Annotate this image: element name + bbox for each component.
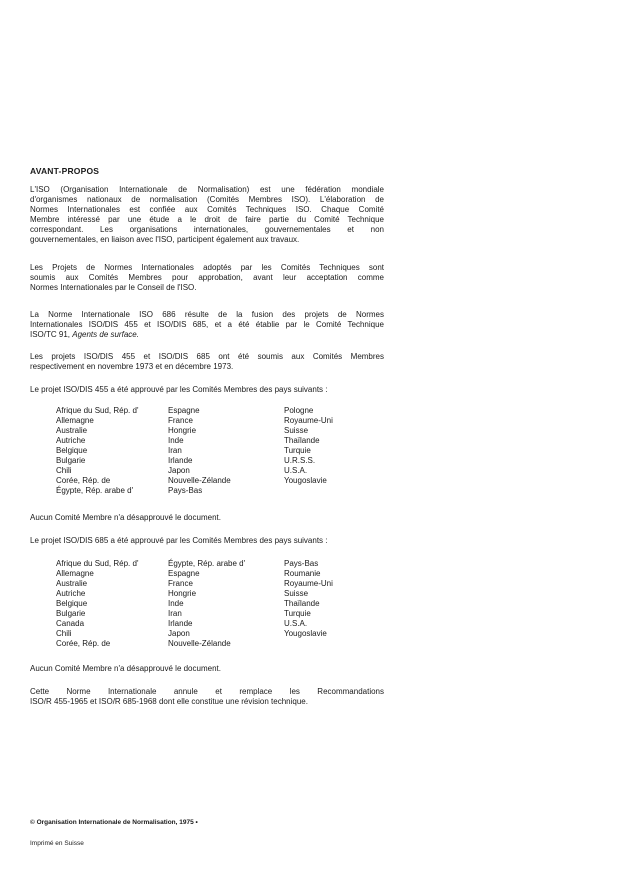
text-line: La Norme Internationale ISO 686 résulte de la fusion des projets de Normes bbox=[30, 310, 384, 319]
text-line bbox=[30, 330, 384, 340]
paragraph-standard-origin bbox=[30, 310, 384, 340]
country-item: Iran bbox=[168, 609, 182, 618]
paragraph-supersedes bbox=[30, 687, 384, 707]
country-item: Allemagne bbox=[56, 416, 94, 425]
country-item: Bulgarie bbox=[56, 456, 86, 465]
country-item: Suisse bbox=[284, 589, 309, 598]
country-column bbox=[168, 559, 278, 649]
country-item: Hongrie bbox=[168, 426, 197, 435]
country-item: Thaïlande bbox=[284, 599, 320, 608]
country-item: Nouvelle-Zélande bbox=[168, 639, 231, 648]
text-line: Aucun Comité Membre n'a désapprouvé le document. bbox=[30, 664, 221, 673]
country-item: Australie bbox=[56, 579, 88, 588]
country-item: Royaume-Uni bbox=[284, 579, 333, 588]
country-item: U.R.S.S. bbox=[284, 456, 316, 465]
country-column bbox=[56, 406, 166, 496]
paragraph-approval-455 bbox=[30, 385, 384, 395]
country-item: Bulgarie bbox=[56, 609, 86, 618]
country-item: Thaïlande bbox=[284, 436, 320, 445]
paragraph-no-disapproval-685 bbox=[30, 664, 384, 674]
text-fragment: ISO/TC 91, bbox=[30, 330, 73, 339]
text-line: soumis aux Comités Membres pour approbation, avant leur acceptation comme bbox=[30, 273, 384, 282]
text-line: Normes Internationales est confiée aux Comités Techniques ISO. Chaque Comité bbox=[30, 205, 384, 214]
text-line: ISO/R 455-1965 et ISO/R 685-1968 dont elle constitue une révision technique. bbox=[30, 697, 308, 706]
country-item: Canada bbox=[56, 619, 85, 628]
country-item: Turquie bbox=[284, 446, 311, 455]
section-heading: AVANT-PROPOS bbox=[30, 166, 100, 176]
country-item: Belgique bbox=[56, 446, 88, 455]
text-line: gouvernementales, en liaison avec l'ISO, participent également aux travaux. bbox=[30, 235, 300, 244]
paragraph-draft-standards bbox=[30, 263, 384, 293]
country-item: France bbox=[168, 579, 193, 588]
country-item: Hongrie bbox=[168, 589, 197, 598]
country-item: Pays-Bas bbox=[168, 486, 203, 495]
country-item: Royaume-Uni bbox=[284, 416, 333, 425]
text-line: Les projets ISO/DIS 455 et ISO/DIS 685 ont été soumis aux Comités Membres bbox=[30, 352, 384, 361]
country-item: Japon bbox=[168, 629, 190, 638]
committee-title: Agents de surface. bbox=[72, 330, 139, 339]
country-item: Belgique bbox=[56, 599, 88, 608]
country-item: Iran bbox=[168, 446, 182, 455]
copyright-notice: © Organisation Internationale de Normalisation, 1975 • bbox=[30, 819, 198, 826]
country-item: Nouvelle-Zélande bbox=[168, 476, 231, 485]
country-item: Yougoslavie bbox=[284, 629, 327, 638]
country-item: Irlande bbox=[168, 456, 193, 465]
text-line: correspondant. Les organisations internationales, gouvernementales et non bbox=[30, 225, 384, 234]
country-item: Espagne bbox=[168, 569, 200, 578]
country-item: Autriche bbox=[56, 589, 86, 598]
country-item: Suisse bbox=[284, 426, 309, 435]
text-line: Aucun Comité Membre n'a désapprouvé le document. bbox=[30, 513, 221, 522]
country-item: Pologne bbox=[284, 406, 314, 415]
country-item: Turquie bbox=[284, 609, 311, 618]
country-column bbox=[284, 559, 394, 639]
text-line: Normes Internationales par le Conseil de l'ISO. bbox=[30, 283, 197, 292]
country-item: Chili bbox=[56, 629, 72, 638]
country-item: Égypte, Rép. arabe d' bbox=[56, 486, 134, 495]
country-item: Égypte, Rép. arabe d' bbox=[168, 559, 246, 568]
country-item: Allemagne bbox=[56, 569, 94, 578]
printed-in-note: Imprimé en Suisse bbox=[30, 840, 84, 847]
country-item: Inde bbox=[168, 599, 184, 608]
country-item: Inde bbox=[168, 436, 184, 445]
country-item: Japon bbox=[168, 466, 190, 475]
country-item: Australie bbox=[56, 426, 88, 435]
country-column bbox=[284, 406, 394, 486]
country-item: Afrique du Sud, Rép. d' bbox=[56, 559, 139, 568]
text-line: Les Projets de Normes Internationales adoptés par les Comités Techniques sont bbox=[30, 263, 384, 272]
country-column bbox=[168, 406, 278, 496]
text-line: Membre intéressé par une étude a le droit de faire partie du Comité Technique bbox=[30, 215, 384, 224]
country-item: Corée, Rép. de bbox=[56, 476, 111, 485]
country-item: Corée, Rép. de bbox=[56, 639, 111, 648]
country-item: Autriche bbox=[56, 436, 86, 445]
country-item: Pays-Bas bbox=[284, 559, 319, 568]
country-item: France bbox=[168, 416, 193, 425]
country-item: U.S.A. bbox=[284, 619, 308, 628]
paragraph-no-disapproval-455 bbox=[30, 513, 384, 523]
text-line: Internationales ISO/DIS 455 et ISO/DIS 685, et a été établie par le Comité Technique bbox=[30, 320, 384, 329]
country-item: U.S.A. bbox=[284, 466, 308, 475]
text-line: Cette Norme Internationale annule et remplace les Recommandations bbox=[30, 687, 384, 696]
text-line: d'organismes nationaux de normalisation (Comités Membres ISO). L'élaboration de bbox=[30, 195, 384, 204]
text-line: L'ISO (Organisation Internationale de Normalisation) est une fédération mondiale bbox=[30, 185, 384, 194]
text-line: Le projet ISO/DIS 685 a été approuvé par les Comités Membres des pays suivants : bbox=[30, 536, 328, 545]
country-item: Yougoslavie bbox=[284, 476, 327, 485]
country-item: Afrique du Sud, Rép. d' bbox=[56, 406, 139, 415]
country-item: Roumanie bbox=[284, 569, 321, 578]
paragraph-iso-intro bbox=[30, 185, 384, 245]
country-item: Chili bbox=[56, 466, 72, 475]
paragraph-approval-685 bbox=[30, 536, 384, 546]
paragraph-submission-dates bbox=[30, 352, 384, 372]
country-column bbox=[56, 559, 166, 649]
text-line: respectivement en novembre 1973 et en décembre 1973. bbox=[30, 362, 234, 371]
country-item: Irlande bbox=[168, 619, 193, 628]
text-line: Le projet ISO/DIS 455 a été approuvé par les Comités Membres des pays suivants : bbox=[30, 385, 328, 394]
country-item: Espagne bbox=[168, 406, 200, 415]
